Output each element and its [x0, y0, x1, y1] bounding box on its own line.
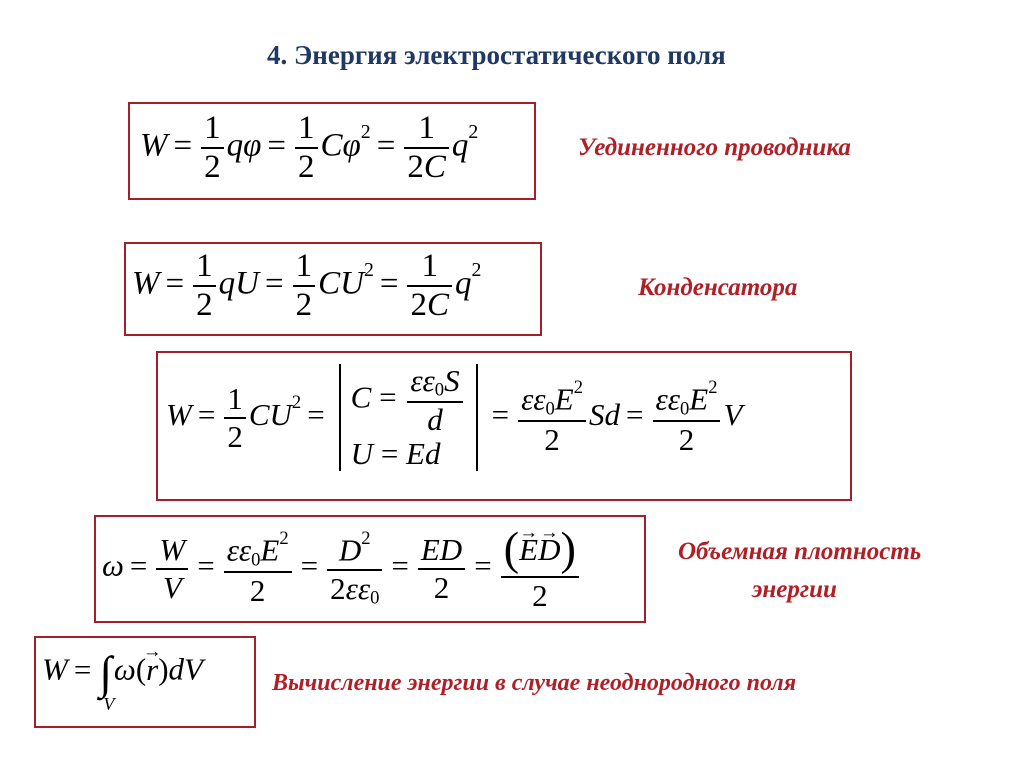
label-isolated-conductor: Уединенного проводника [578, 134, 851, 161]
label-capacitor: Конденсатора [638, 274, 798, 301]
formula-capacitor: W = $\frac{1}{2}$ qU = $\frac{1}{2}$ $CU^2$ = $\frac{1}{2C}$ $q^2$ [132, 248, 482, 323]
label-nonuniform-field: Вычисление энергии в случае неоднородного поля [272, 670, 797, 696]
page-title: 4. Энергия электростатического поля [267, 40, 726, 70]
integral-sign-icon: ∫ V [99, 647, 115, 714]
label-energy-density-line2: энергии [752, 576, 837, 603]
label-energy-density-line1: Объемная плотность [678, 538, 922, 565]
formula-energy-density: ω = $\frac{W}{V}$ = $\frac{\varepsilon\varepsilon_0E^2}{2}$ = $\frac{D^2}{2\varepsilon\varepsilon_0}$ = $\frac{ED}{2}$ = $\frac{(\to E\to D)}{2}$ [102, 523, 582, 614]
formula-isolated-conductor: W = $\frac{1}{2}$ qφ = $\frac{1}{2}$ $C\varphi^2$ = $\frac{1}{2C}$ $q^2$ [140, 110, 479, 185]
formula-capacitor-field: W = $\frac{1}{2}$ $CU^2$ = C = $\frac{\varepsilon\varepsilon_0S}{d}$ U = Ed = $\frac{\varepsilon\varepsilon_0E^2}{2}$ Sd = $\frac{\varepsilon\varepsilon_0E^2}{2}$ V [166, 363, 743, 472]
formula-integral: W = ∫ V ω(→ r)dV [42, 646, 203, 699]
